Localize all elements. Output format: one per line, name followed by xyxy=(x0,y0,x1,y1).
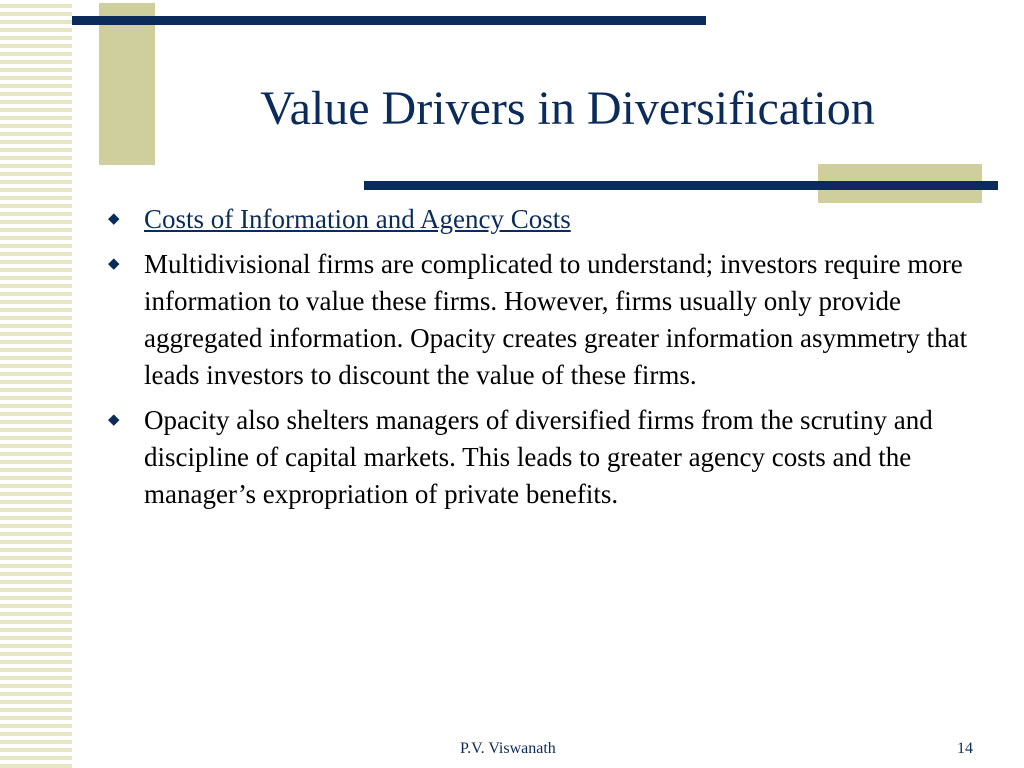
bottom-accent-bar xyxy=(364,181,998,190)
diamond-icon: ◆ xyxy=(108,211,120,227)
diamond-icon: ◆ xyxy=(108,412,120,428)
bullet-item-3 xyxy=(106,402,986,513)
diamond-icon: ◆ xyxy=(108,256,120,272)
left-stripe-decoration xyxy=(0,0,72,768)
top-accent-bar xyxy=(72,16,706,25)
bullet-text-2: Multidivisional firms are complicated to understand; investors require more information to value these firms. However, firms usually only provide aggregated information. Opacity creates greater information asymmetry that leads investors to discount the value of these firms. xyxy=(144,249,968,390)
slide-title: Value Drivers in Diversification xyxy=(260,82,875,135)
bullet-list xyxy=(106,201,986,521)
footer-author: P.V. Viswanath xyxy=(460,740,556,757)
top-accent-block xyxy=(99,3,155,165)
bullet-item-1 xyxy=(106,201,986,238)
page-number: 14 xyxy=(957,740,973,757)
bullet-text-1: Costs of Information and Agency Costs xyxy=(144,204,571,234)
bullet-item-2 xyxy=(106,246,986,394)
bullet-text-3: Opacity also shelters managers of diversified firms from the scrutiny and discipline of capital markets. This leads to greater agency costs and the manager’s expropriation of private benefits. xyxy=(144,405,933,509)
